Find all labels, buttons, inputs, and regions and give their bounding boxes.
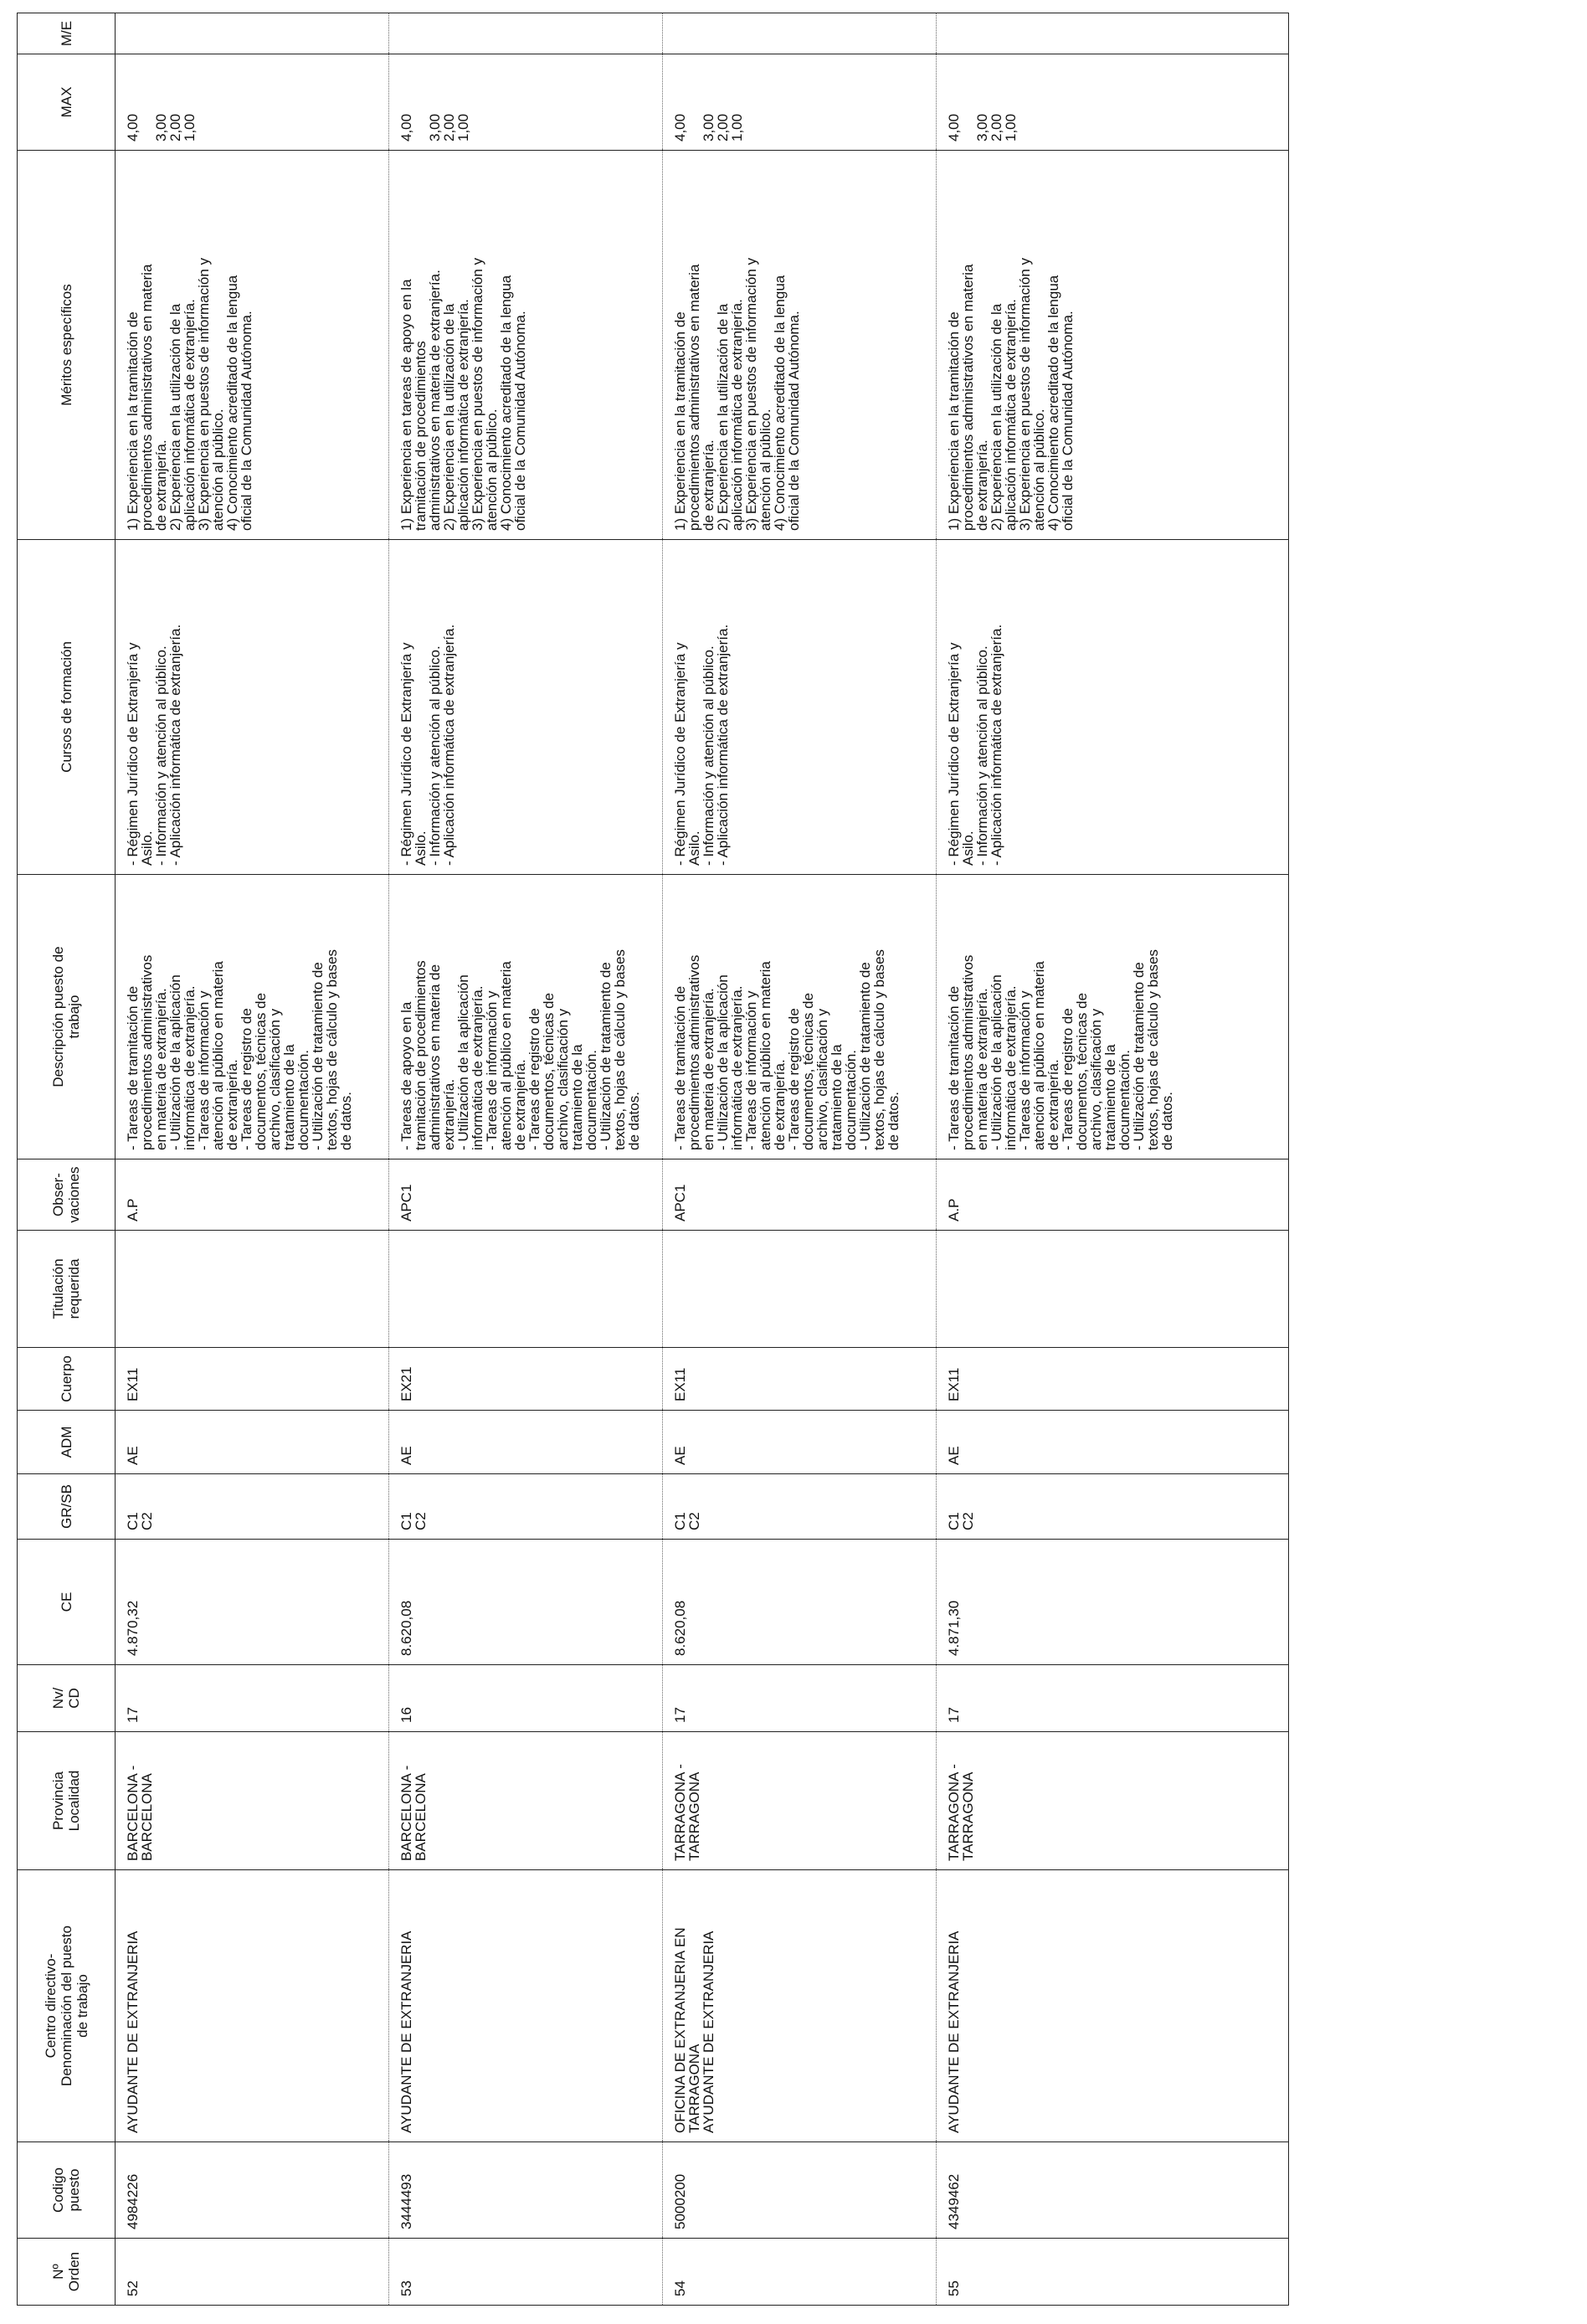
header-meritos: Méritos específicos <box>18 151 116 540</box>
cell-me <box>663 13 937 54</box>
centro-denominacion: AYUDANTE DE EXTRANJERIA <box>398 1931 414 2133</box>
cell-provincia: TARRAGONA - TARRAGONA <box>937 1732 1289 1870</box>
cell-nivel: 16 <box>389 1665 663 1732</box>
cell-max <box>663 54 937 151</box>
centro-prefix: OFICINA DE EXTRANJERIA EN TARRAGONA <box>672 1927 702 2133</box>
max-value: 4,00 <box>125 113 141 141</box>
cell-grupo: C1 C2 <box>663 1474 937 1540</box>
cell-nivel: 17 <box>663 1665 937 1732</box>
cell-descripcion: - Tareas de tramitación de procedimientos administrativos en materia de extranjería. - Utilización de la aplicación informática de extranjería. - Tareas de información y atención al público en materia de extranjería. - Tareas de registro de documentos, técnicas de archivo, clasificación y tratamiento de la documentación. - Utilización de tratamiento de textos, hojas de cálculo y bases de datos. <box>663 875 937 1159</box>
cell-meritos: 1) Experiencia en la tramitación de procedimientos administrativos en materia de extranjería. 2) Experiencia en la utilización de la aplicación informática de extranjería. 3) Experiencia en puestos de información y atención al público. 4) Conocimiento acreditado de la lengua oficial de la Comunidad Autónoma. <box>663 151 937 540</box>
cell-max <box>389 54 663 151</box>
header-titulacion: Titulación requerida <box>18 1231 116 1348</box>
max-value: 4,00 <box>946 113 962 141</box>
cell-orden: 54 <box>663 2239 937 2306</box>
cell-me <box>937 13 1289 54</box>
cell-centro <box>389 1870 663 2142</box>
header-descripcion: Descripción puesto de trabajo <box>18 875 116 1159</box>
header-observaciones: Obser- vaciones <box>18 1159 116 1231</box>
max-value: 4,00 <box>398 113 414 141</box>
table-row <box>937 13 1289 2306</box>
max-value: 4,00 <box>672 113 688 141</box>
cell-ce: 4.870,32 <box>116 1540 389 1665</box>
max-value: 3,00 <box>701 113 716 141</box>
cell-provincia: BARCELONA - BARCELONA <box>116 1732 389 1870</box>
cell-adm: AE <box>937 1411 1289 1474</box>
header-centro: Centro directivo- Denominación del puesto de trabajo <box>18 1870 116 2142</box>
cell-max <box>116 54 389 151</box>
header-ce: CE <box>18 1540 116 1665</box>
header-nivel: Nv/ CD <box>18 1665 116 1732</box>
cell-codigo: 4349462 <box>937 2142 1289 2239</box>
cell-codigo: 5000200 <box>663 2142 937 2239</box>
max-value <box>961 59 975 141</box>
cell-ce: 8.620,08 <box>389 1540 663 1665</box>
cell-adm: AE <box>116 1411 389 1474</box>
max-value: 1,00 <box>729 113 745 141</box>
cell-descripcion: - Tareas de apoyo en la tramitación de procedimientos administrativos en materia de extranjería. - Utilización de la aplicación informática de extranjería. - Tareas de información y atención al público en materia de extranjería. - Tareas de registro de documentos, técnicas de archivo, clasificación y tratamiento de la documentación. - Utilización de tratamiento de textos, hojas de cálculo y bases de datos. <box>389 875 663 1159</box>
cell-meritos: 1) Experiencia en la tramitación de procedimientos administrativos en materia de extranjería. 2) Experiencia en la utilización de la aplicación informática de extranjería. 3) Experiencia en puestos de información y atención al público. 4) Conocimiento acreditado de la lengua oficial de la Comunidad Autónoma. <box>116 151 389 540</box>
max-value: 3,00 <box>427 113 443 141</box>
header-grupo: GR/SB <box>18 1474 116 1540</box>
cell-cursos: - Régimen Jurídico de Extranjería y Asilo. - Información y atención al público. - Aplicación informática de extranjería. <box>937 540 1289 875</box>
cell-cursos: - Régimen Jurídico de Extranjería y Asilo. - Información y atención al público. - Aplicación informática de extranjería. <box>389 540 663 875</box>
cell-cuerpo: EX11 <box>663 1348 937 1411</box>
cell-adm: AE <box>663 1411 937 1474</box>
cell-cursos: - Régimen Jurídico de Extranjería y Asilo. - Información y atención al público. - Aplicación informática de extranjería. <box>116 540 389 875</box>
header-codigo: Codigo puesto <box>18 2142 116 2239</box>
header-me: M/E <box>18 13 116 54</box>
max-value: 1,00 <box>182 113 198 141</box>
cell-max <box>937 54 1289 151</box>
cell-meritos: 1) Experiencia en tareas de apoyo en la tramitación de procedimientos administrativos en materia de extranjería. 2) Experiencia en la utilización de la aplicación informática de extranjería. 3) Experiencia en puestos de información y atención al público. 4) Conocimiento acreditado de la lengua oficial de la Comunidad Autónoma. <box>389 151 663 540</box>
cell-cuerpo: EX11 <box>937 1348 1289 1411</box>
header-max: MAX <box>18 54 116 151</box>
cell-ce: 8.620,08 <box>663 1540 937 1665</box>
cell-centro <box>116 1870 389 2142</box>
centro-denominacion: AYUDANTE DE EXTRANJERIA <box>946 1931 962 2133</box>
cell-adm: AE <box>389 1411 663 1474</box>
cell-titulacion <box>116 1231 389 1348</box>
max-value: 1,00 <box>1003 113 1019 141</box>
cell-observaciones: APC1 <box>663 1159 937 1231</box>
cell-codigo: 3444493 <box>389 2142 663 2239</box>
cell-provincia: TARRAGONA - TARRAGONA <box>663 1732 937 1870</box>
cell-titulacion <box>389 1231 663 1348</box>
cell-descripcion: - Tareas de tramitación de procedimientos administrativos en materia de extranjería. - Utilización de la aplicación informática de extranjería. - Tareas de información y atención al público en materia de extranjería. - Tareas de registro de documentos, técnicas de archivo, clasificación y tratamiento de la documentación. - Utilización de tratamiento de textos, hojas de cálculo y bases de datos. <box>937 875 1289 1159</box>
header-cursos: Cursos de formación <box>18 540 116 875</box>
cell-observaciones: A.P <box>937 1159 1289 1231</box>
max-value <box>413 59 428 141</box>
header-orden: Nº Orden <box>18 2239 116 2306</box>
cell-grupo: C1 C2 <box>389 1474 663 1540</box>
cell-orden: 53 <box>389 2239 663 2306</box>
cell-nivel: 17 <box>116 1665 389 1732</box>
cell-titulacion <box>663 1231 937 1348</box>
cell-orden: 55 <box>937 2239 1289 2306</box>
cell-provincia: BARCELONA - BARCELONA <box>389 1732 663 1870</box>
table-row <box>116 13 389 2306</box>
max-value <box>140 59 154 141</box>
cell-descripcion: - Tareas de tramitación de procedimientos administrativos en materia de extranjería. - Utilización de la aplicación informática de extranjería. - Tareas de información y atención al público en materia de extranjería. - Tareas de registro de documentos, técnicas de archivo, clasificación y tratamiento de la documentación. - Utilización de tratamiento de textos, hojas de cálculo y bases de datos. <box>116 875 389 1159</box>
max-value <box>687 59 701 141</box>
max-value: 2,00 <box>167 113 183 141</box>
cell-centro <box>663 1870 937 2142</box>
cell-nivel: 17 <box>937 1665 1289 1732</box>
max-value: 2,00 <box>715 113 731 141</box>
cell-titulacion <box>937 1231 1289 1348</box>
cell-me <box>116 13 389 54</box>
cell-codigo: 4984226 <box>116 2142 389 2239</box>
cell-observaciones: A.P <box>116 1159 389 1231</box>
max-value: 2,00 <box>989 113 1004 141</box>
cell-grupo: C1 C2 <box>937 1474 1289 1540</box>
cell-orden: 52 <box>116 2239 389 2306</box>
table-row <box>663 13 937 2306</box>
cell-me <box>389 13 663 54</box>
header-row <box>18 13 116 2306</box>
cell-grupo: C1 C2 <box>116 1474 389 1540</box>
puestos-table <box>17 13 1289 2306</box>
header-provincia: Provincia Localidad <box>18 1732 116 1870</box>
max-value: 3,00 <box>974 113 990 141</box>
cell-meritos: 1) Experiencia en la tramitación de procedimientos administrativos en materia de extranjería. 2) Experiencia en la utilización de la aplicación informática de extranjería. 3) Experiencia en puestos de información y atención al público. 4) Conocimiento acreditado de la lengua oficial de la Comunidad Autónoma. <box>937 151 1289 540</box>
cell-cuerpo: EX11 <box>116 1348 389 1411</box>
header-adm: ADM <box>18 1411 116 1474</box>
max-value: 2,00 <box>441 113 457 141</box>
centro-denominacion: AYUDANTE DE EXTRANJERIA <box>701 1931 716 2133</box>
cell-centro <box>937 1870 1289 2142</box>
cell-observaciones: APC1 <box>389 1159 663 1231</box>
cell-ce: 4.871,30 <box>937 1540 1289 1665</box>
cell-cursos: - Régimen Jurídico de Extranjería y Asilo. - Información y atención al público. - Aplicación informática de extranjería. <box>663 540 937 875</box>
centro-denominacion: AYUDANTE DE EXTRANJERIA <box>125 1931 141 2133</box>
max-value: 3,00 <box>153 113 169 141</box>
header-cuerpo: Cuerpo <box>18 1348 116 1411</box>
cell-cuerpo: EX21 <box>389 1348 663 1411</box>
max-value: 1,00 <box>455 113 471 141</box>
table-row <box>389 13 663 2306</box>
